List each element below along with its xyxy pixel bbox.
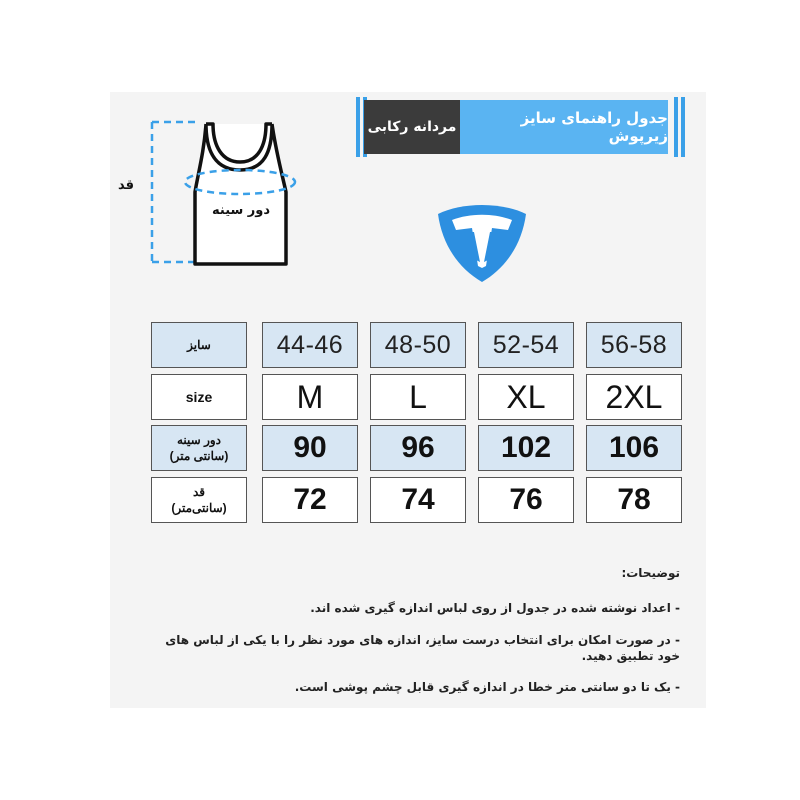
banner-stripe — [674, 97, 678, 157]
page-subtitle: مردانه رکابی — [367, 119, 457, 135]
banner-stripe — [681, 97, 685, 157]
range-cell: 56-58 — [586, 322, 682, 368]
banner-stripe — [356, 97, 360, 157]
row-header-chest: دور سینه (سانتی متر) — [151, 425, 247, 471]
chest-label: دور سینه — [212, 203, 271, 218]
size-cell: 2XL — [586, 374, 682, 420]
range-cell: 52-54 — [478, 322, 574, 368]
note-item: - اعداد نوشته شده در جدول از روی لباس اندازه گیری شده اند. — [310, 601, 680, 615]
size-cell: L — [370, 374, 466, 420]
note-item: - در صورت امکان برای انتخاب درست سایز، اندازه های مورد نظر را با یکی از لباس های خود تطبیق دهید. — [165, 633, 680, 663]
notes-title: توضیحات: — [621, 566, 680, 580]
chest-cell: 90 — [262, 425, 358, 471]
length-cell: 74 — [370, 477, 466, 523]
length-cell: 76 — [478, 477, 574, 523]
range-cell: 44-46 — [262, 322, 358, 368]
chest-cell: 106 — [586, 425, 682, 471]
size-cell: M — [262, 374, 358, 420]
brand-shield-logo-icon — [434, 196, 530, 286]
tank-top-illustration — [140, 112, 310, 272]
header-banner — [356, 97, 686, 157]
page-title: جدول راهنمای سایز زیرپوش — [520, 109, 668, 145]
chest-cell: 96 — [370, 425, 466, 471]
size-cell: XL — [478, 374, 574, 420]
length-cell: 72 — [262, 477, 358, 523]
row-header-length: قد (سانتی‌متر) — [151, 477, 247, 523]
chest-cell: 102 — [478, 425, 574, 471]
row-header-size: size — [151, 374, 247, 420]
range-cell: 48-50 — [370, 322, 466, 368]
note-item: - یک تا دو سانتی متر خطا در اندازه گیری قابل چشم پوشی است. — [294, 680, 680, 694]
row-header-range: سایز — [151, 322, 247, 368]
length-cell: 78 — [586, 477, 682, 523]
height-label: قد — [118, 178, 135, 193]
